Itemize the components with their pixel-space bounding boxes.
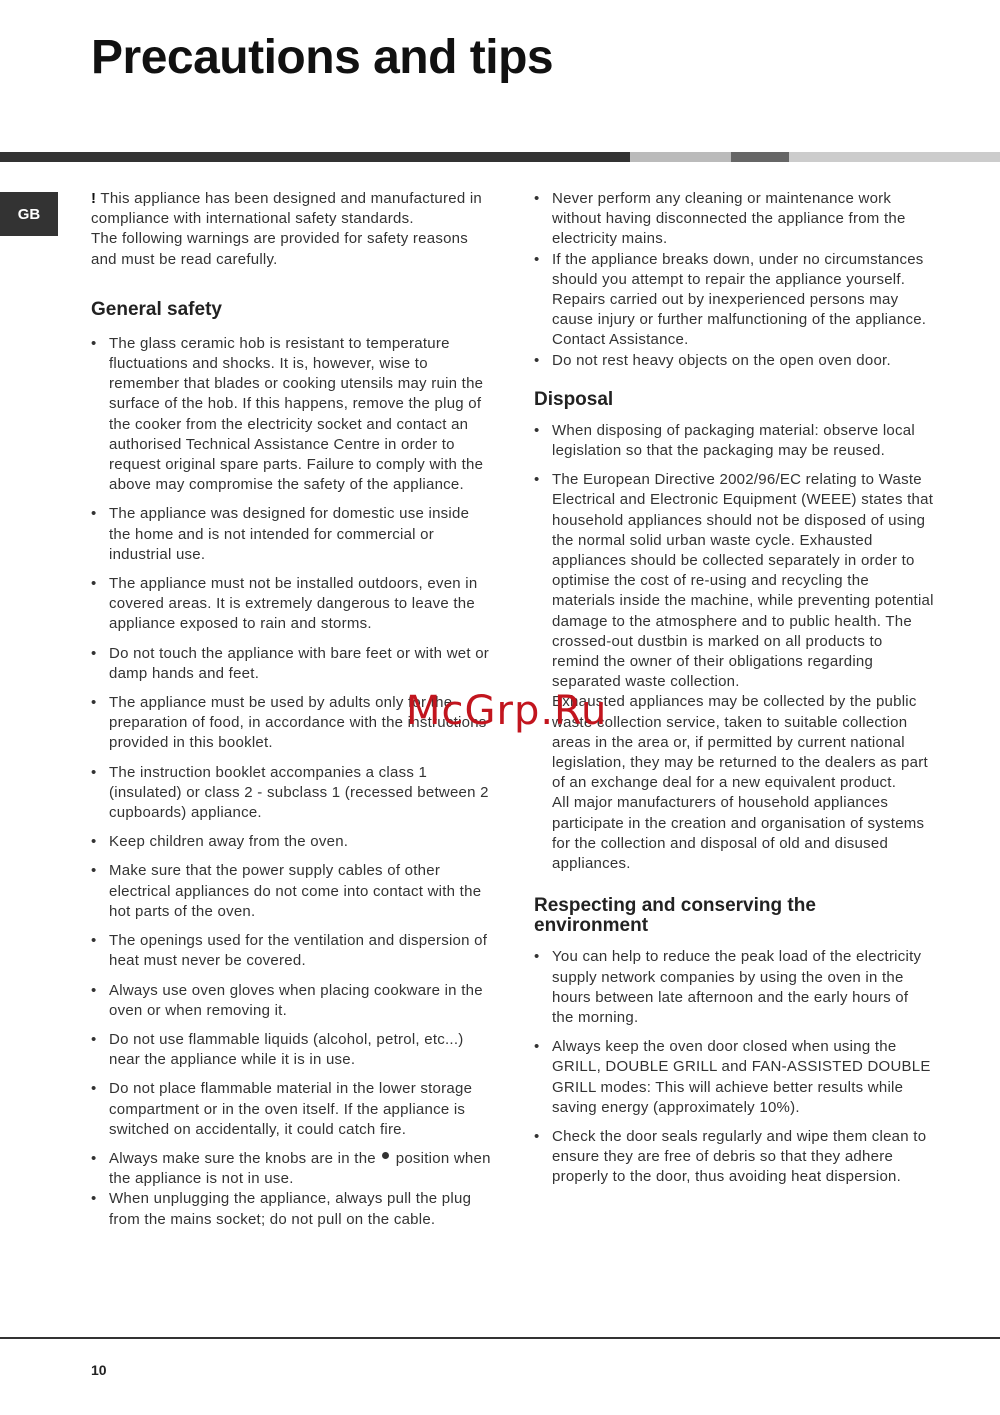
page-number: 10 — [91, 1362, 107, 1378]
language-tab: GB — [0, 192, 58, 236]
environment-list — [534, 947, 934, 1187]
maintenance-list — [534, 189, 934, 371]
intro-text: This appliance has been designed and manufactured in compliance with international safety standards. — [91, 190, 482, 228]
environment-heading-line2: environment — [534, 915, 649, 937]
list-item — [91, 644, 491, 684]
list-item — [91, 1189, 491, 1229]
list-item-text: • The glass ceramic hob is resistant to temperature fluctuations and shocks. It is, however, wise to remember that blades or cooking utensils may ruin the surface of the hob. If this happens, remove the plug of the cooker from the electricity socket and contact an authorised Technical Assistance Centre in order to request original spare parts. Failure to comply with the above may compromise the safety of the appliance. — [109, 334, 484, 494]
list-item-text: • When unplugging the appliance, always pull the plug from the mains socket; do not pull on the cable. — [109, 1190, 472, 1228]
watermark-logo: McGrp.Ru — [406, 688, 608, 734]
list-item — [91, 334, 491, 496]
list-item — [91, 1030, 491, 1070]
list-item-text: • The appliance was designed for domestic use inside the home and is not intended for commercial or industrial use. — [109, 505, 470, 563]
list-item — [91, 504, 491, 565]
warning-mark: ! — [91, 190, 97, 207]
header-rule-dark — [0, 152, 630, 162]
header-rule-light — [630, 152, 731, 162]
off-position-dot-icon — [382, 1152, 389, 1159]
general-safety-heading: General safety — [91, 298, 222, 320]
header-rule-light-end — [789, 152, 1000, 162]
list-item — [534, 421, 934, 461]
header-rule-mid — [731, 152, 789, 162]
list-item-text: • Always use oven gloves when placing cookware in the oven or when removing it. — [109, 981, 483, 1019]
list-item-text: • You can help to reduce the peak load of the electricity supply network companies by using the oven in the hours between late afternoon and the early hours of the morning. — [552, 948, 922, 1026]
list-item-text: • Do not touch the appliance with bare feet or with wet or damp hands and feet. — [109, 644, 490, 682]
list-item — [534, 189, 934, 250]
list-item — [91, 1079, 491, 1140]
list-item — [91, 981, 491, 1021]
list-item-text: • The openings used for the ventilation and dispersion of heat must never be covered. — [109, 932, 488, 970]
environment-heading-line1: Respecting and conserving the — [534, 895, 816, 917]
footer-rule — [0, 1337, 1000, 1339]
list-item — [91, 574, 491, 635]
list-item-text: • The appliance must not be installed outdoors, even in covered areas. It is extremely dangerous to leave the appliance exposed to rain and storms. — [109, 575, 478, 633]
page-title: Precautions and tips — [91, 31, 554, 84]
list-item-text: • The European Directive 2002/96/EC relating to Waste Electrical and Electronic Equipment (WEEE) states that household appliances should not be disposed of using the normal solid urban waste cycle. Exhausted appliances should be collected separately in order to optimise the cost of re-using and recycling the materials inside the machine, while preventing potential damage to the atmosphere and to public health. The crossed-out dustbin is marked on all products to remind the owner of their obligations regarding separated waste collection. — [552, 471, 934, 691]
list-item-text: • Do not use flammable liquids (alcohol, petrol, etc...) near the appliance while it is in use. — [109, 1030, 464, 1069]
list-item-text — [109, 1149, 491, 1189]
list-item-text: • The instruction booklet accompanies a class 1 (insulated) or class 2 - subclass 1 (recessed between 2 cupboards) appliance. — [109, 763, 489, 822]
intro-block — [91, 189, 491, 270]
list-item — [534, 250, 934, 351]
list-item-text: • If the appliance breaks down, under no circumstances should you attempt to repair the appliance yourself. Repairs carried out by inexperienced persons may cause injury or further malfunctioning of the appliance. Contact Assistance. — [552, 250, 927, 349]
list-item-text: • The appliance must be used by adults only for the preparation of food, in accordance with the instructions provided in this booklet. — [109, 694, 487, 752]
list-item — [534, 1127, 934, 1188]
list-item-text: Exhausted appliances may be collected by the public waste collection service, taken to suitable collection areas in the area or, if permitted by current national legislation, they may be returned to the dealers as part of an exchange deal for a new equivalent product. — [552, 693, 928, 792]
environment-heading — [534, 896, 934, 936]
list-item — [91, 861, 491, 922]
disposal-list — [534, 421, 934, 874]
list-item-text: • Do not place flammable material in the lower storage compartment or in the oven itself. If the appliance is switched on accidentally, it could catch fire. — [109, 1080, 473, 1138]
list-item-text: • Never perform any cleaning or maintenance work without having disconnected the appliance from the electricity mains. — [552, 190, 906, 248]
list-item — [534, 1037, 934, 1118]
list-item — [534, 470, 934, 874]
intro-paragraph — [91, 189, 491, 229]
list-item — [91, 1149, 491, 1189]
list-item-text: • Always keep the oven door closed when using the GRILL, DOUBLE GRILL and FAN-ASSISTED DOUBLE GRILL modes: This will achieve better results while saving energy (approximately 10%). — [552, 1038, 931, 1116]
disposal-heading: Disposal — [534, 388, 614, 410]
intro-warning-text: The following warnings are provided for safety reasons and must be read carefully. — [91, 230, 469, 268]
list-item-text: • Make sure that the power supply cables of other electrical appliances do not come into contact with the hot parts of the oven. — [109, 862, 482, 920]
list-item — [534, 351, 934, 371]
list-item — [534, 947, 934, 1028]
knob-text-before: Always make sure the knobs are in the — [109, 1149, 376, 1167]
list-item-text: • Do not rest heavy objects on the open oven door. — [552, 351, 891, 369]
list-item — [91, 763, 491, 824]
list-item-text: • Check the door seals regularly and wipe them clean to ensure they are free of debris so that they adhere properly to the door, thus avoiding heat dispersion. — [552, 1127, 927, 1186]
general-safety-list — [91, 334, 491, 1230]
list-item — [91, 832, 491, 852]
list-item-text: • When disposing of packaging material: observe local legislation so that the packaging may be reused. — [552, 421, 915, 460]
list-item-text: • Keep children away from the oven. — [109, 833, 349, 851]
list-item — [91, 931, 491, 971]
list-item-text: All major manufacturers of household appliances participate in the creation and organisation of systems for the collection and disposal of old and disused appliances. — [552, 794, 925, 873]
knob-text-after: position when the appliance is not in use. — [109, 1149, 491, 1188]
